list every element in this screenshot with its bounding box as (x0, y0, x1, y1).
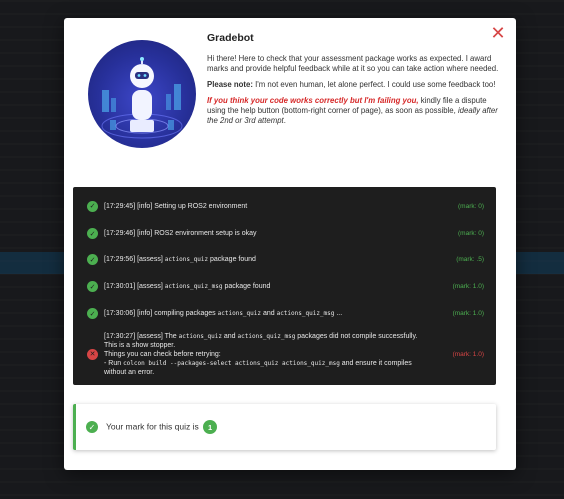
dispute-text (207, 96, 499, 126)
log-entry-error (87, 327, 486, 379)
dispute-tail: ideally after the 2nd or 3rd attempt (207, 106, 498, 125)
close-icon[interactable]: ✕ (490, 23, 506, 44)
log-text (104, 332, 486, 377)
result-text (106, 420, 217, 434)
modal-title: Gradebot (207, 32, 254, 44)
result-label: Your mark for this quiz is (106, 421, 199, 432)
log-suffix: package found (208, 256, 256, 263)
log-suffix: ... (334, 310, 343, 317)
log-mark: (mark: .5) (456, 256, 484, 263)
log-prefix: [17:30:27] [assess] The (104, 332, 179, 340)
log-mark: (mark: 1.0) (452, 350, 484, 358)
log-text (104, 282, 486, 291)
log-suffix: package found (222, 283, 271, 290)
check-circle-icon: ✓ (87, 201, 98, 212)
package-name: actions_quiz_msg (276, 310, 335, 317)
check-circle-icon: ✓ (87, 228, 98, 239)
log-prefix: [17:30:01] [assess] (104, 283, 165, 290)
check-circle-icon: ✓ (87, 281, 98, 292)
log-hint-suffix: and ensure it compiles without an error. (104, 359, 412, 376)
log-prefix: [17:29:56] [assess] (104, 256, 165, 263)
error-circle-icon: ✕ (87, 349, 98, 360)
log-entry (87, 191, 486, 221)
intro-text: Hi there! Here to check that your assessment package works as expected. I award marks and provide helpful feedback while at it so you can take action where needed. (207, 54, 499, 73)
log-prefix: [17:30:06] [info] compiling packages (104, 310, 218, 317)
check-circle-icon: ✓ (86, 421, 98, 433)
log-text (104, 309, 486, 318)
log-mark: (mark: 1.0) (452, 283, 484, 290)
score-badge: 1 (203, 420, 217, 434)
package-name: actions_quiz (217, 310, 261, 317)
note-label: Please note: (207, 80, 253, 89)
package-name: actions_quiz (164, 256, 209, 263)
log-mark: (mark: 0) (458, 230, 484, 237)
package-name: actions_quiz (178, 332, 222, 340)
package-name: actions_quiz_msg (164, 283, 223, 290)
dispute-end: . (283, 116, 286, 125)
log-hint-heading: Things you can check before retrying: (104, 350, 221, 358)
dispute-emphasis: If you think your code works correctly but I'm failing you, (207, 96, 419, 105)
log-entry (87, 300, 486, 327)
log-suffix: packages did not compile successfully. This is a show stopper. (104, 332, 418, 349)
intro-section (207, 30, 499, 132)
log-mid: and (221, 332, 238, 340)
check-circle-icon: ✓ (87, 254, 98, 265)
log-mark: (mark: 1.0) (452, 310, 484, 317)
log-entry (87, 273, 486, 300)
command-snippet: colcon build --packages-select actions_quiz actions_quiz_msg (123, 359, 340, 367)
assessment-log (73, 187, 496, 385)
log-text: [17:29:46] [info] ROS2 environment setup is okay (104, 230, 257, 237)
log-mark: (mark: 0) (458, 202, 484, 210)
check-circle-icon: ✓ (87, 308, 98, 319)
log-text (104, 255, 486, 264)
package-name: actions_quiz_msg (237, 332, 296, 340)
note-text (207, 80, 499, 90)
log-text: [17:29:45] [info] Setting up ROS2 environment (104, 202, 248, 210)
log-entry (87, 246, 486, 273)
gradebot-modal (64, 18, 516, 470)
log-entry (87, 221, 486, 246)
quiz-result (73, 404, 496, 450)
note-body: I'm not even human, let alone perfect. I could use some feedback too! (252, 80, 496, 89)
dispute-body: kindly file a dispute using the help button (bottom-right corner of page), as soon as possible, (207, 96, 487, 115)
log-hint-prefix: - Run (104, 359, 124, 367)
log-mid: and (261, 310, 277, 317)
gradebot-robot-illustration (88, 40, 196, 148)
